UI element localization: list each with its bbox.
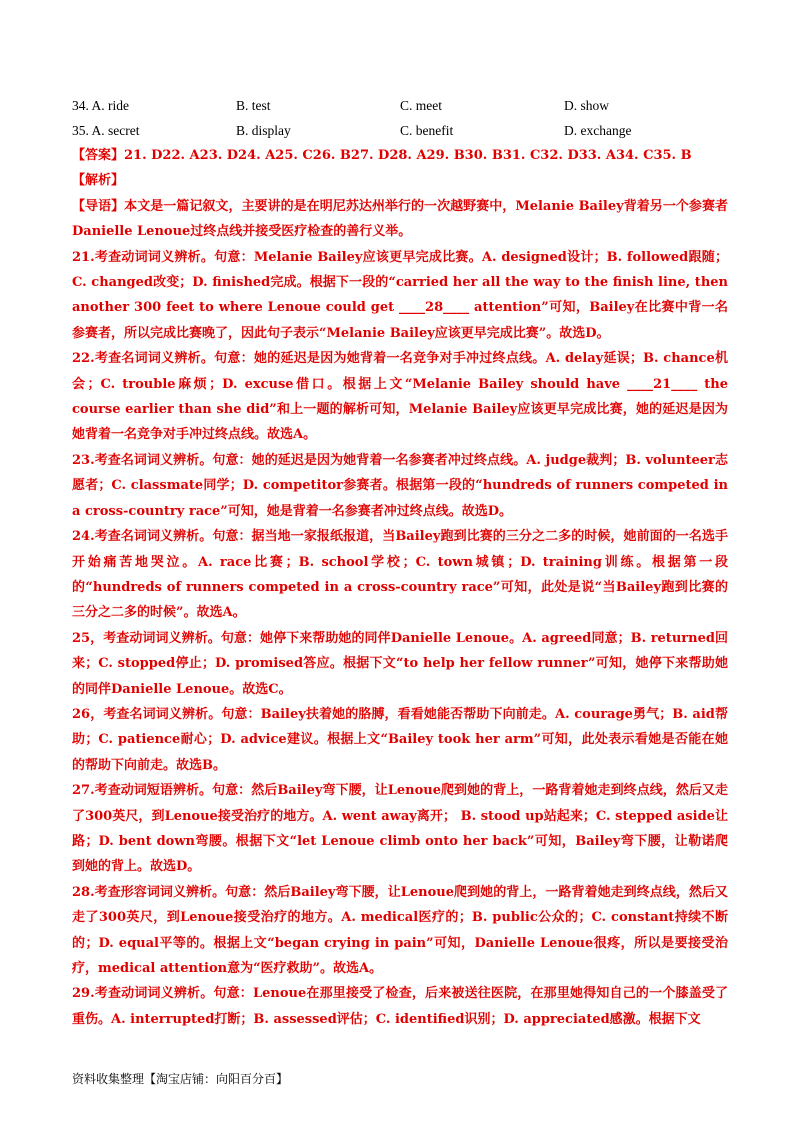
option-c: C. benefit xyxy=(400,122,454,138)
paragraph-q27: 27.考查动词短语辨析。句意：然后Bailey弯下腰，让Lenoue爬到她的背上，一路背着她走到终点线，然后又走了300英尺，到Lenoue接受治疗的地方。A. went away离开； B. stood up站起来；C. stepped aside让路；D. bent down弯腰。根据下文“let Lenoue climb onto her back”可知，Bailey弯下腰，让勒诺爬到她的背上。故选D。 xyxy=(72,783,728,875)
option-a xyxy=(72,123,236,139)
option-b: B. test xyxy=(236,97,271,113)
paragraph-q24: 24.考查名词词义辨析。句意：据当地一家报纸报道，当Bailey跑到比赛的三分之二多的时候，她前面的一名选手开始痛苦地哭泣。A. race比赛；B. school学校；C. town城镇；D. training训练。根据第一段的“hundreds of runners competed in a cross-country race”可知，此处是说“当Bailey跑到比赛的三分之二多的时候”。故选A。 xyxy=(72,529,728,621)
option-b: B. display xyxy=(236,122,291,138)
paragraph-q23: 23.考查名词词义辨析。句意：她的延迟是因为她背着一名参赛者冲过终点线。A. judge裁判；B. volunteer志愿者；C. classmate同学；D. competitor参赛者。根据第一段的“hundreds of runners competed in a cross-country race”可知，她是背着一名参赛者冲过终点线。故选D。 xyxy=(72,452,728,519)
answer-explanation xyxy=(72,143,728,1032)
option-d: D. exchange xyxy=(564,122,632,138)
answer-key: 【答案】21. D22. A23. D24. A25. C26. B27. D28. A29. B30. B31. C32. D33. A34. C35. B xyxy=(72,148,692,163)
page-footer: 资料收集整理【淘宝店铺：向阳百分百】 xyxy=(72,1072,289,1086)
option-a-text: A. secret xyxy=(91,122,140,138)
paragraph-intro: 【导语】本文是一篇记叙文，主要讲的是在明尼苏达州举行的一次越野赛中，Melanie Bailey背着另一个参赛者Danielle Lenoue过终点线并接受医疗检查的善行义举。 xyxy=(72,198,728,240)
paragraph-q29: 29.考查动词词义辨析。句意：Lenoue在那里接受了检查，后来被送往医院，在那里她得知自己的一个膝盖受了重伤。A. interrupted打断；B. assessed评估；C. identified识别；D. appreciated感激。根据下文 xyxy=(72,986,728,1027)
option-a xyxy=(72,98,236,114)
question-number: 34. xyxy=(72,97,89,113)
paragraph-q22: 22.考查名词词义辨析。句意：她的延迟是因为她背着一名竞争对手冲过终点线。A. delay延误；B. chance机会；C. trouble麻烦；D. excuse借口。根据上文“Melanie Bailey should have ____21____ the course earlier than she did”和上一题的解析可知，Melanie Bailey应该更早完成比赛，她的延迟是因为她背着一名竞争对手冲过终点线。故选A。 xyxy=(72,351,728,443)
paragraph-q21: 21.考查动词词义辨析。句意：Melanie Bailey应该更早完成比赛。A. designed设计；B. followed跟随；C. changed改变；D. finished完成。根据下一段的“carried her all the way to the finish line, then another 300 feet to where Lenoue could get ____28____ attention”可知，Bailey在比赛中背一名参赛者，所以完成比赛晚了，因此句子表示“Melanie Bailey应该更早完成比赛”。故选D。 xyxy=(72,249,728,341)
options-block xyxy=(72,93,728,143)
option-d: D. show xyxy=(564,97,610,113)
paragraph-q26: 26，考查名词词义辨析。句意：Bailey扶着她的胳膊，看看她能否帮助下向前走。A. courage勇气；B. aid帮助；C. patience耐心；D. advice建议。根据上文“Bailey took her arm”可知，此处表示看她是否能在她的帮助下向前走。故选B。 xyxy=(72,706,728,773)
analysis-heading: 【解析】 xyxy=(72,173,125,189)
paragraph-q28: 28.考查形容词词义辨析。句意：然后Bailey弯下腰，让Lenoue爬到她的背上，一路背着她走到终点线，然后又走了300英尺，到Lenoue接受治疗的地方。A. medical医疗的；B. public公众的；C. constant持续不断的；D. equal平等的。根据上文“began crying in pain”可知，Danielle Lenoue很疼，所以是要接受治疗，medical attention意为“医疗救助”。故选A。 xyxy=(72,884,728,976)
option-row-34 xyxy=(72,93,728,118)
paragraph-q25: 25，考查动词词义辨析。句意：她停下来帮助她的同伴Danielle Lenoue。A. agreed同意；B. returned回来；C. stopped停止；D. promised答应。根据下文“to help her fellow runner”可知，她停下来帮助她的同伴Danielle Lenoue。故选C。 xyxy=(72,630,728,697)
question-number: 35. xyxy=(72,122,89,138)
option-c: C. meet xyxy=(400,97,442,113)
option-a-text: A. ride xyxy=(91,97,130,113)
option-row-35 xyxy=(72,118,728,143)
